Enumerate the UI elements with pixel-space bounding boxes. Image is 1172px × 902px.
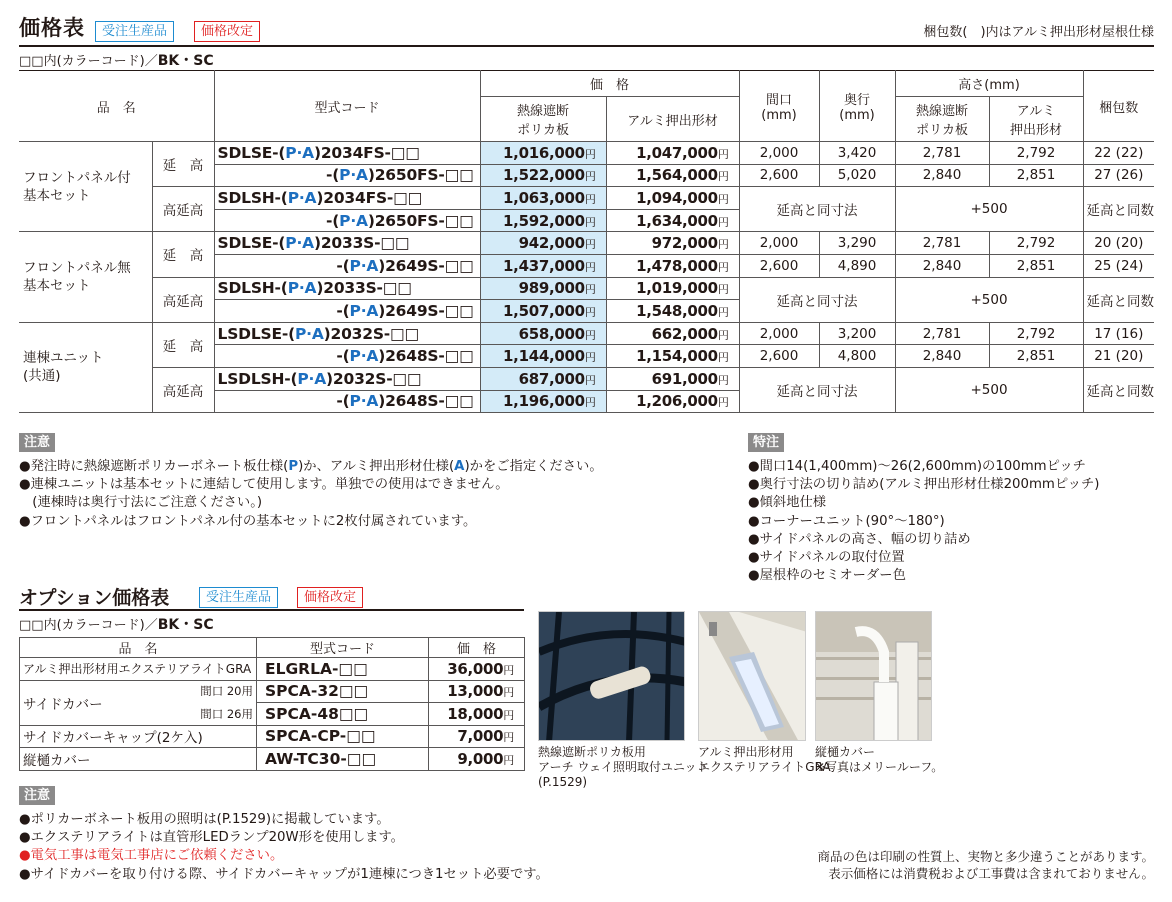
custom-order-list <box>748 458 1099 585</box>
sub-type-high: 高延高 <box>152 367 214 412</box>
bundle-value: 25 (24) <box>1083 254 1154 277</box>
feature-item: ●サイドパネルの高さ、幅の切り詰め <box>748 531 971 547</box>
note-item: ●連棟ユニットは基本セットに連結して使用します。単独での使用はできません。 <box>19 477 509 493</box>
bundle-value: 27 (26) <box>1083 164 1154 187</box>
price-alumi: 1,019,000円 <box>606 277 739 300</box>
option-header-name: 品 名 <box>20 638 257 658</box>
arch-light-caption: 熱線遮断ポリカ板用 アーチ ウェイ照明取付ユニット (P.1529) <box>538 745 709 789</box>
header-price-poly: 熱線遮断 ポリカ板 <box>480 97 606 142</box>
color-code-note <box>19 50 214 70</box>
price-alumi: 1,564,000円 <box>606 164 739 187</box>
price-revised-badge: 価格改定 <box>194 21 260 42</box>
model-code: -(P·A)2648S-□□ <box>214 345 480 368</box>
same-quantity-note: 延高と同数 <box>1083 277 1154 322</box>
depth-value: 5,020 <box>819 164 895 187</box>
depth-value: 4,890 <box>819 254 895 277</box>
price-poly: 1,063,000円 <box>480 187 606 210</box>
header-price: 価 格 <box>480 71 739 97</box>
model-code: LSDLSE-(P·A)2032S-□□ <box>214 322 480 345</box>
arch-light-unit-photo <box>538 611 685 741</box>
bundle-value: 17 (16) <box>1083 322 1154 345</box>
made-to-order-badge: 受注生産品 <box>95 21 174 42</box>
header-width: 間口 (mm) <box>739 71 819 142</box>
option-row: 縦樋カバー AW-TC30-□□ 9,000円 <box>20 748 525 771</box>
option-header-price: 価 格 <box>429 638 525 658</box>
option-table <box>19 637 525 771</box>
bundle-value: 21 (20) <box>1083 345 1154 368</box>
page-title: 価格表 <box>19 16 85 40</box>
height-poly-value: 2,840 <box>895 164 989 187</box>
sub-type-high: 高延高 <box>152 187 214 232</box>
price-alumi: 1,634,000円 <box>606 209 739 232</box>
price-poly: 942,000円 <box>480 232 606 255</box>
header-bundle: 梱包数 <box>1083 71 1154 142</box>
depth-value: 3,290 <box>819 232 895 255</box>
price-row <box>19 232 1154 255</box>
downspout-cover-photo <box>815 611 932 741</box>
price-alumi: 1,047,000円 <box>606 142 739 165</box>
price-alumi: 1,548,000円 <box>606 300 739 323</box>
height-alumi-value: 2,851 <box>989 345 1083 368</box>
model-code: -(P·A)2649S-□□ <box>214 254 480 277</box>
option-notes-list <box>19 811 549 884</box>
width-value: 2,600 <box>739 345 819 368</box>
height-plus-note: +500 <box>895 367 1083 412</box>
note-item: ●フロントパネルはフロントパネル付の基本セットに2枚付属されています。 <box>19 513 477 529</box>
price-row <box>19 142 1154 165</box>
note-item: (連棟時は奥行寸法にご注意ください。) <box>19 495 263 511</box>
price-poly: 989,000円 <box>480 277 606 300</box>
model-code: LSDLSH-(P·A)2032S-□□ <box>214 367 480 390</box>
same-dimension-note: 延高と同寸法 <box>739 367 895 412</box>
price-row <box>19 367 1154 390</box>
option-row: アルミ押出形材用エクステリアライトGRA ELGRLA-□□ 36,000円 <box>20 658 525 681</box>
option-price-revised-badge: 価格改定 <box>297 587 363 608</box>
price-row <box>19 322 1154 345</box>
height-alumi-value: 2,792 <box>989 142 1083 165</box>
price-poly: 1,196,000円 <box>480 390 606 413</box>
height-poly-value: 2,840 <box>895 345 989 368</box>
group-name: フロントパネル付 基本セット <box>19 142 152 232</box>
note-item: ●発注時に熱線遮断ポリカーボネート板仕様(P)か、アルミ押出形材仕様(A)かをご指定ください。 <box>19 459 603 474</box>
price-table <box>19 70 1154 413</box>
bundle-value: 22 (22) <box>1083 142 1154 165</box>
header-height: 高さ(mm) <box>895 71 1083 97</box>
height-alumi-value: 2,851 <box>989 164 1083 187</box>
model-code: -(P·A)2650FS-□□ <box>214 164 480 187</box>
width-value: 2,600 <box>739 164 819 187</box>
header-model-code: 型式コード <box>214 71 480 142</box>
feature-item: ●奥行寸法の切り詰め(アルミ押出形材仕様200mmピッチ) <box>748 477 1100 493</box>
sub-type-high: 高延高 <box>152 277 214 322</box>
price-table-body <box>19 142 1154 413</box>
header-depth: 奥行 (mm) <box>819 71 895 142</box>
feature-item: ●コーナーユニット(90°〜180°) <box>748 513 945 529</box>
depth-value: 3,200 <box>819 322 895 345</box>
height-poly-value: 2,781 <box>895 232 989 255</box>
height-plus-note: +500 <box>895 277 1083 322</box>
same-dimension-note: 延高と同寸法 <box>739 277 895 322</box>
option-note-item: ●サイドカバーを取り付ける際、サイドカバーキャップが1連棟につき1セット必要です。 <box>19 866 549 882</box>
price-row <box>19 277 1154 300</box>
price-alumi: 972,000円 <box>606 232 739 255</box>
price-poly: 1,507,000円 <box>480 300 606 323</box>
custom-order-tag: 特注 <box>748 433 784 452</box>
option-row: SPCA-48□□ 18,000円 <box>20 703 525 726</box>
option-row: サイドカバーキャップ(2ケ入) SPCA-CP-□□ 7,000円 <box>20 725 525 748</box>
sub-type-standard: 延 高 <box>152 142 214 187</box>
height-poly-value: 2,781 <box>895 142 989 165</box>
price-poly: 1,437,000円 <box>480 254 606 277</box>
option-title: オプション価格表 <box>19 587 170 609</box>
feature-item: ●傾斜地仕様 <box>748 495 827 511</box>
price-row <box>19 187 1154 210</box>
price-alumi: 1,206,000円 <box>606 390 739 413</box>
model-code: SDLSE-(P·A)2034FS-□□ <box>214 142 480 165</box>
width-value: 2,600 <box>739 254 819 277</box>
price-alumi: 1,154,000円 <box>606 345 739 368</box>
color-code-prefix: □□内(カラーコード)／ <box>19 54 158 69</box>
option-made-to-order-badge: 受注生産品 <box>199 587 278 608</box>
price-alumi: 662,000円 <box>606 322 739 345</box>
feature-item: ●サイドパネルの取付位置 <box>748 550 905 566</box>
model-code: SDLSE-(P·A)2033S-□□ <box>214 232 480 255</box>
depth-value: 4,800 <box>819 345 895 368</box>
price-poly: 1,016,000円 <box>480 142 606 165</box>
notes-list <box>19 458 603 531</box>
depth-value: 3,420 <box>819 142 895 165</box>
price-poly: 1,592,000円 <box>480 209 606 232</box>
height-poly-value: 2,781 <box>895 322 989 345</box>
downspout-cover-caption: 縦樋カバー ※写真はメリールーフ。 <box>815 745 944 774</box>
header-height-alumi: アルミ 押出形材 <box>989 97 1083 142</box>
notes-tag: 注意 <box>19 433 55 452</box>
height-plus-note: +500 <box>895 187 1083 232</box>
price-alumi: 1,094,000円 <box>606 187 739 210</box>
price-poly: 1,144,000円 <box>480 345 606 368</box>
color-code-value: BK・SC <box>157 53 214 69</box>
group-name: フロントパネル無 基本セット <box>19 232 152 322</box>
header-price-alumi: アルミ押出形材 <box>606 97 739 142</box>
option-color-code-note: □□内(カラーコード)／BK・SC <box>19 617 214 633</box>
option-notes-tag: 注意 <box>19 786 55 805</box>
header-name: 品 名 <box>19 71 214 142</box>
model-code: SDLSH-(P·A)2033S-□□ <box>214 277 480 300</box>
width-value: 2,000 <box>739 232 819 255</box>
option-rule <box>19 609 524 611</box>
price-alumi: 1,478,000円 <box>606 254 739 277</box>
option-note-item: ●エクステリアライトは直管形LEDランプ20W形を使用します。 <box>19 830 404 846</box>
height-poly-value: 2,840 <box>895 254 989 277</box>
exterior-light-photo <box>698 611 806 741</box>
price-poly: 1,522,000円 <box>480 164 606 187</box>
option-note-item-warning: ●電気工事は電気工事店にご依頼ください。 <box>19 848 284 864</box>
model-code: SDLSH-(P·A)2034FS-□□ <box>214 187 480 210</box>
model-code: -(P·A)2649S-□□ <box>214 300 480 323</box>
group-name: 連棟ユニット (共通) <box>19 322 152 412</box>
bundle-value: 20 (20) <box>1083 232 1154 255</box>
width-value: 2,000 <box>739 142 819 165</box>
height-alumi-value: 2,792 <box>989 232 1083 255</box>
option-note-item: ●ポリカーボネート板用の照明は(P.1529)に掲載しています。 <box>19 812 390 827</box>
option-row: サイドカバー 間口 20用 間口 26用 SPCA-32□□ 13,000円 <box>20 680 525 703</box>
height-alumi-value: 2,792 <box>989 322 1083 345</box>
sub-type-standard: 延 高 <box>152 232 214 277</box>
header-height-poly: 熱線遮断 ポリカ板 <box>895 97 989 142</box>
price-poly: 687,000円 <box>480 367 606 390</box>
footer-disclaimer: 商品の色は印刷の性質上、実物と多少違うことがあります。 表示価格には消費税および工事費は含まれておりません。 <box>817 849 1154 881</box>
same-quantity-note: 延高と同数 <box>1083 367 1154 412</box>
model-code: -(P·A)2650FS-□□ <box>214 209 480 232</box>
same-dimension-note: 延高と同寸法 <box>739 187 895 232</box>
feature-item: ●屋根枠のセミオーダー色 <box>748 568 906 584</box>
sub-type-standard: 延 高 <box>152 322 214 367</box>
width-value: 2,000 <box>739 322 819 345</box>
feature-item: ●間口14(1,400mm)〜26(2,600mm)の100mmピッチ <box>748 459 1086 474</box>
price-alumi: 691,000円 <box>606 367 739 390</box>
bundle-note: 梱包数( )内はアルミ押出形材屋根仕様 <box>923 25 1154 40</box>
model-code: -(P·A)2648S-□□ <box>214 390 480 413</box>
height-alumi-value: 2,851 <box>989 254 1083 277</box>
exterior-light-caption: アルミ押出形材用 エクステリアライトGRA <box>698 745 831 774</box>
price-poly: 658,000円 <box>480 322 606 345</box>
option-header-code: 型式コード <box>257 638 429 658</box>
header-rule <box>19 45 1154 47</box>
same-quantity-note: 延高と同数 <box>1083 187 1154 232</box>
